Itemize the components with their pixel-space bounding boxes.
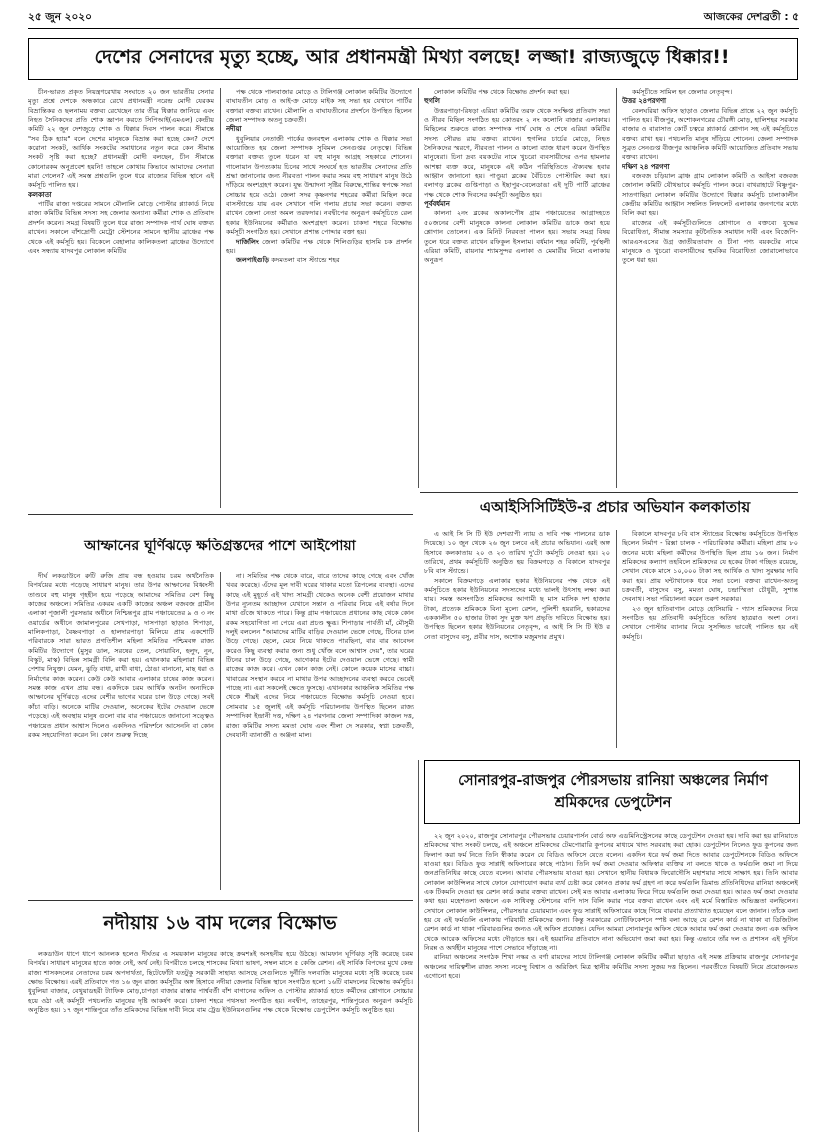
paragraph: ২২ জুন ২০২০, রাজপুর সোনারপুর পৌরসভার চেয়ারপার্সন বোর্ড অফ এডমিনিস্ট্রেসনের কাছে ডেপুটেশন দেওয়া হয়। দাবি করা হয় রানিয়াতে শ্রমিকদের খাদ্য সংকট চলছে, এই অঞ্চলে শ্রমিকদের টেমপোরারি কুপনের মাধ্যমে খাদ্য সরবরাহ করা হোক। ডেপুটেশন নিলেও ফুড কুপনের জন্য ফিলাপ করা ফর্ম নিতে তিনি স্বীকার করেন যে বিডিও অফিসে যেতে বলেন। একদিন ধরে ফর্ম জমা দিতে আবার ডেপুটেশনকে বিডিও অফিসে যাওয়া হয়। বিডিও ফুড সাপ্লাই অফিসারের কাছে পাঠান। তিনি ফর্ম জমা দেওয়ার অফিস্বার ব্যক্তির না বলতে থাকে ও ফর্মগুলি জমা না দিয়ে জনপ্রতিনিধির কাছে যেতে বলেন। আবার পৌরসভায় যাওয়া হয়। সেখানে স্থানীয় বিধায়ক ফিরোদৌসি মহাশয়ার সাথে সাক্ষাৎ হয়। তিনি আবার লোকাল কাউন্সিলর সাথে ফোনে যোগাযোগ করার ব্যর্থ চেষ্টা করে কোনও প্রকার ফর্ম গ্রহণ না করে ফর্মগুলি ডিমান্ড প্রতিনিধিদের রানিয়া অঞ্চলেই এক টিকমনি দেওয়া হয় রেশন কার্ড করার বক্তব্য রাখেন। সেই মত আবার এলাকায় ফিরে গিয়ে ফর্মগুলি জমা দেওয়া হয়। আরও ফর্ম জমা দেওয়ার কথা হয়। মহেশতলা অঞ্চলে এক সাধিবন্ধু স্টেশনের বাপি দাস বিলি করার পরে বক্তব্য রাখেন এবং এই মর্মে বিস্তারিত অভিজ্ঞতা বলছিলেন। সেখানে লোকাল কাউন্সিলর, পৌরসভার চেয়ারম্যান এবং ফুড সাপ্লাই অফিসারের কাছে গিয়ে বারবার প্রত্যাখ্যাত হয়েছেন বলে জানান। তাঁকে বলা হয় যে এই ফর্মগুলি এলাকায় পরিযায়ী শ্রমিকদের জন্য। কিন্তু সরকারের নোটিফিকেশনে স্পষ্ট বলা আছে যে রেশন কার্ড না থাকা বা ডিজিটাল রেশন কার্ড না থাকা পরিবারগুলির জন্যও এই অফিস প্রযোজ্য। যেদিন আমরা সোনারপুর অফিস থেকে আবার ফর্ম জমা দেওয়ার জন্য এক অফিস থেকে আরেক অফিসের মধ্যে দৌড়াতে হয়। এই হয়রানির প্রতিবাদে নানা অভিযোগ জমা করা হয়। কিন্তু এভাবে তাঁর দল ও প্রশাসন এই দুর্দিনে নিরন্ন ও অর্থহীন মানুষের পাশে সেভাবে দাঁড়াচ্ছে না।	[424, 832, 798, 953]
paragraph: সকালে বিক্রমগড়ে এলাকার হকার ইউনিয়নের পক্ষ থেকে এই কর্মসূচিতে হকার ইউনিয়নের সদস্যদের মধ্যে ভালই উৎসাহ লক্ষ্য করা যায়। সমস্ত অসংগঠিত শ্রমিকদের আগামী ছ মাস মাসিক দশ হাজার টাকা, প্রত্যেক শ্রমিককে বিনা মূল্যে রেশন, পুলিশী হয়রানি, হকারদের এককালীন ৫০ হাজার টাকা সুদ মুক্ত ঋণ প্রভৃতি দাবিতে বিক্ষোভ হয়। উপস্থিত ছিলেন হকার ইউনিয়নের নেতৃবৃন্দ, এ আই সি সি টি ইউ র নেতা বাসুদেব বসু, প্রবীর দাস, অশোক মজুমদার প্রমুখ।	[424, 576, 610, 641]
paragraph: লোকাল কমিটির পক্ষ থেকে বিক্ষোভ প্রদর্শন করা হয়।	[434, 88, 570, 96]
paragraph: পার্টির রাজ্য দপ্তরের সামনে মৌলালি মোড়ে পোস্টার প্ল্যাকার্ড নিয়ে রাজ্য কমিটির বিভিন্ন সদস্য সহ জেলার অন্যান্য কর্মীরা শোক ও প্রতিবাদ প্রদর্শন করেন। সমগ্র বিষয়টি তুলে ধরে রাজ্য সম্পাদক পার্থ ঘোষ বক্তব্য রাখেন। সকালে বাঁশদ্রোণী মেট্রো স্টেশনের সামনে স্থানীয় ব্রাঞ্চের পক্ষ থেকে এই কর্মসূচি হয়। বিকেলে বেহালার কালিকতলা ব্রাঞ্চের উদ্যোগে এবং সন্ধ্যায় যাদবপুর লোকাল কমিটির	[28, 200, 214, 255]
main-article-col-4	[622, 88, 798, 488]
section-divider	[420, 492, 798, 493]
aicctu-headline: এআইসিসিটিইউ-র প্রচার অভিযান কলকাতায়	[479, 498, 751, 516]
main-article-col-2	[226, 88, 412, 508]
section-subhead: কলকাতা	[28, 190, 52, 199]
column-divider	[616, 530, 617, 748]
section-subhead: হুগলি	[424, 97, 440, 106]
column-divider	[220, 88, 221, 508]
column-divider	[418, 760, 419, 1132]
sonarpur-body	[424, 832, 798, 1132]
paragraph-text: কদমতলা বাস স্ট্যান্ডে শহর	[271, 256, 340, 265]
amphan-headline: আম্ফানের ঘূর্ণিঝড়ে ক্ষতিগ্রস্তদের পাশে আইপোয়া	[84, 538, 356, 554]
page-header	[28, 8, 799, 29]
aicctu-col-2	[622, 530, 798, 748]
paragraph: রানিয়া অঞ্চলের সংগঠক শিখা নস্কর ও বর্ণা রায়দের সাথে টালিগঞ্জ লোকাল কমিটির কর্মীরা ছাড়াও এই সমস্ত প্রক্রিয়ায় রাজপুর সোনারপুর অঞ্চলের দায়িত্বশীল রাজ্য সদস্য নবেন্দু বিশ্বাস ও অরিজিৎ মিত্র স্থানীয় কমিটির সদস্য সুজয় দত্ত ছিলেন। পরবর্তীতে বিষয়টি নিয়ে প্রয়োজনমত এগোনো হবে।	[424, 953, 798, 981]
paragraph: দীর্ঘ লকডাউনে রুটি রুজি প্রায় বন্ধ হওয়ায় চরম অর্থনৈতিক বিপর্যয়ের মধ্যে পড়েছে সাধারণ মানুষ। তার উপর আম্ফানের বিধ্বংসী তাণ্ডবে বহু মানুষ গৃহহীন হয়ে পড়েছে আমাদের সমিতির বেশ কিছু কাজের অঞ্চলে। সমিতির একরম একটি কাজের অঞ্চল বজবজ গ্রামীন এলাকা পূজালী পুরসভার অধীনে নিশ্চিন্তপুর গ্রাম পঞ্চায়েতের ৯ ও ৩ নং ওয়ার্ডের অধীনে জামালপুরের সেখপাড়া, দাসপাড়া ছাড়াও শিপাড়া, মালিকপাড়া, বৈষ্ণবপাড়া ও হালদারপাড়া মিলিয়ে প্রায় একশোটি পরিবারকে সারা ভারত প্রগতিশীল মহিলা সমিতির পশ্চিমবঙ্গ রাজ্য কমিটির উদ্যোগে (মুসুর ডাল, সরষের তেল, সোয়াবিন, হলুদ, নুন, বিস্কুট, মাস্ক) বিভিন্ন সামগ্রী বিলি করা হয়। এখানকার মহিলারা বিভিন্ন পেশায় নিযুক্ত। যেমন, ঝুড়ি বাধা, রাখী বাধা, ঠোঙা বানানো, মাছ ধরা ও নির্মাণের কাজ করেন। কেউ কেউ আবার এলাকার চাষের কাজ করেন। সমস্ত কাজ এখন প্রায় বন্ধ। একদিকে চরম আর্থিক অনটন অন্যদিকে আম্ফানের ঘূর্ণিঝড়ে এদের বেশীর ভাগের ঘরের চাল উড়ে গেছে। সবই কাঁচা বাড়ি। অনেকে মাটির দেওয়াল, অনেকের ইটের দেওয়াল ভেঙ্গে পড়েছে। এই অবস্থায় মানুষ গুলো বার বার পঞ্চায়েতে জানানো সত্ত্বেও পঞ্চায়েত প্রধান আশ্বাস দিলেও একদিনও পরিদর্শনে আসেননি বা কোন রকম সহযোগিতা করেন নি। কোন শুরুত্ব দিচ্ছে	[28, 572, 214, 739]
paragraph: চীন-ভারত প্রকৃত নিয়ন্ত্রণরেখায় সংঘাতে ২০ জন ভারতীয় সেনার মৃত্যু প্রশ্নে দেশকে অন্ধকারে রেখে প্রধানমন্ত্রী নরেন্দ্র মোদী যেরকম বিভ্রান্তিকর ও ছলনাময় বক্তব্য রেখেছেন তার তীব্র ধিক্কার জানিয়ে এবং নিহত সৈনিকদের প্রতি শোক জ্ঞাপন করতে সিপিআই(এমএল) কেন্দ্রীয় কমিটি ২২ জুন দেশজুড়ে শোক ও ধিক্কার দিবস পালন করে। সীমান্তে "সব ঠিক হ্যায়" বলে দেশের মানুষকে বিভ্রান্ত করা হচ্ছে কেন? দেশে করোনা সংকট, আর্থিক সংকটের সমাধানের নতুন করে কেন সীমান্ত সংকট সৃষ্টি করা হচ্ছে? প্রধানমন্ত্রী মোদী বলছেন, চীন সীমান্তে কোনোরকম অনুপ্রবেশ হয়নি! তাহলে কোথায় কিভাবে আমাদের সেনারা মারা গেলেন? এই সমস্ত প্রশ্নগুলি তুলে ধরে রাজ্যের বিভিন্ন স্থানে এই কর্মসূচি পালিত হয়।	[28, 88, 214, 190]
section-subhead: দক্ষিণ ২৪ পরগণা	[622, 162, 670, 171]
nadia-body	[28, 950, 413, 1132]
main-article-col-3	[424, 88, 610, 488]
paragraph-text: জেলা কমিটির পক্ষ থেকে শিলিগুড়ির হাসমি চক প্রদর্শন হয়।	[226, 237, 412, 255]
amphan-col-1	[28, 572, 214, 890]
paragraph: না। সমিতির পক্ষ থেকে বারে, বারে তাদের কাছে গেছে এবং খোঁজ খবর করেছে। এঁদের মূল দাবী ঘরের থাকার মতো ত্রিপলের ব্যবস্থা। এদের কাছে এই মুহূর্তে এই খাদ্য সামগ্রী থেকেও অনেক বেশী প্রয়োজন মাথার উপর ন্যুনতম আচ্ছাদন যেখানে সন্তান ও পরিবার নিয়ে এই বর্ষার দিনে মাথা গুঁজে থাকতে পারে। কিন্তু গ্রাম পঞ্চায়েতে প্রধানের কাছ থেকে কোন রকম সহযোগিতা না পেয়ে এরা প্রচণ্ড ক্ষুব্ধ। শিপাড়ার পার্বতী মাঁ, মৌসুমী দলুই বললেন "আমাদের মাটির বাড়ির দেওয়াল ভেঙ্গে গেছে, টিনের চাল উড়ে গেছে। ছেলে, মেয়ে নিয়ে থাকতে পারছিনা, বার বার আবেদন করেও কিছু ব্যবস্থা করার জন্য শুধু খোঁজ বলে আশ্বাস দেয়", তার ঘরের টিনের চাল উড়ে গেছে, আগেকার ইটের দেওয়াল ভেঙ্গে গেছে। স্বামী রাজের কাজ করে। এখন কোন কাজ নেই। কোলে কয়েক মাসের বাচ্চা। খাবারের সংস্থান করবে না মাথার উপর আচ্ছাদনের ব্যবস্থা করবে ভেবেই পাচ্ছে না। এরা সকলেই ক্ষেতে ফুসছে। এখানকার আঞ্চলিক সমিতির পক্ষ থেকে শীঘ্রই এদের নিয়ে পঞ্চায়েতে বিক্ষোভ কর্মসূচি নেওয়া হবে। সোমবার ১৫ জুলাই এই কর্মসূচি পরিচালনায় উপস্থিত ছিলেন রাজ্য সম্পাদিকা ইন্দ্রানী দত্ত, দক্ষিণ ২৪ পরগনার জেলা সম্পাদিকা কাজল দত্ত, রাজ্য কমিটির সদস্য মমতা ঘোষ এবং শীলা দে সরকার, স্বপ্না চক্রবর্তী, দেবযানী ব্যানার্জী ও অঞ্জনা মাল।	[226, 572, 414, 739]
paragraph	[226, 256, 412, 265]
paragraph: লকডাউন ধাপে ধাপে আনলক হলেও দীর্ঘতর এ সময়কাল মানুষের কাছে ক্রমশঃই অসহনীয় হয়ে উঠছে। আমফান ঘূর্ণিঝড় সৃষ্টি করেছে চরম বিপর্যয়। সাধারণ মানুষের হাতে কাজ নেই, অর্থ নেই। বিপরীতে চলছে শাসকের মিথ্যা ভাষণ, সম্বল মাসে ৫ কেজি রেশন। এই সার্বিক বিপদের মুখে কেন্দ্র রাজ্য শাসকদলের নেতাদের চরম অপদার্থতা, ছিটেফোঁটা যতটুকু সরকারী সাহায্য আসছে সেগুলিতে দুর্নীতি দলবাজি মানুষের মধ্যে সৃষ্টি করেছে চরম ক্ষোভ বিক্ষোভ। এরই প্রতিবাদে গত ১৬ জুন রাজ্য কর্মসূচীর অঙ্গ হিসাবে নদীয়া জেলার বিভিন্ন স্থানে সংগঠিত হলো ১৬টি বামদলের বিক্ষোভ কর্মসূচি। ধুবুলিয়া বাজার, বেথুয়াডহরী ট্যাফিক মোড়,চাপড়া বাজার রাস্তার পার্শ্ববর্তী বাঁশ বাগানের অফিস ও পোস্টার প্ল্যাকার্ড হাতে কর্মীদের শ্লোগানে সোচ্চার হয়ে ওঠা এই কর্মসূচী পথচলতি মানুষের দৃষ্টি আকর্ষণ করে। চাকদা শহরে পথসভা সংগঠিত হয়। নবদ্বীপ, তাহেরপুর, শান্তিপুরেও অনুরূপ কর্মসূচি অনুষ্ঠিত হয়। ১৭ জুন শান্তিপুরে তাঁত শ্রমিকদের বিভিন্ন দাবী নিয়ে বাম ট্রেড ইউনিয়নগুলির পক্ষ থেকে বিক্ষোভ ডেপুটেশন কর্মসূচি অনুষ্ঠিত হয়।	[28, 950, 413, 1015]
section-subhead: নদীয়া	[226, 125, 242, 134]
section-divider	[28, 514, 413, 515]
main-article-col-1	[28, 88, 214, 508]
page-info: আজকের দেশব্রতী : ৫	[703, 11, 799, 23]
paragraph: বেলঘরিয়া অফিস ছাড়াও জেলার বিভিন্ন প্রান্তে ২২ জুন কর্মসূচি পালিত হয়। বীজপুর, অশোকনগরের চৌরঙ্গী মোড়, হালিশহর সরকার বাজার ও বারাসাত কোর্ট চত্বরে প্ল্যাকার্ড শ্লোগান সহ এই কর্মসূচিতে বক্তব্য রাখা হয়। পথচলতি মানুষ দাঁড়িয়ে শোনেন। জেলা সম্পাদক সুব্রত সেনগুপ্ত বীজপুর আঞ্চলিক কমিটি আয়োজিত প্রতিবাদ সভায় বক্তব্য রাখেন।	[622, 106, 798, 162]
paragraph: উত্তরপাড়া-রিষড়া এরিয়া কমিটির তরফ থেকে সংক্ষিপ্ত প্রতিবাদ সভা ও নীরব মিছিল সংগঠিত হয় কোতরং ২ নং কলোনি বাজার এলাকায়। মিছিলের শুরুতে রাজ্য সম্পাদক পার্থ ঘোষ ও শেষে এরিয়া কমিটির সদস্য সৌরভ রায় বক্তব্য রাখেন। হুগলির চার্চের মোড়ে, নিহত সৈনিকদের স্মরণে, নীরবতা পালন ও কালো ব্যাজ ধারণ করেন উপস্থিত মানুষেরা। চিনা দ্রব্য বয়কটের নামে খুচরো ব্যবসায়ীদের ওপর হামলার আশঙ্কা ব্যক্ত করে, মানুষকে এই কঠিন পরিস্থিতিতে ঐক্যবদ্ধ হবার আহ্বান জানানো হয়। পাণ্ডুয়া ব্লকের বৈঁচিতে পোস্টারিং করা হয়। বলাগড় ব্লকের গুপ্তিপাড়া ও ইছাপুর-বেলেডাঙা এই দুটি পার্টি ব্রাঞ্চের পক্ষ থেকে শোক দিবসের কর্মসূচী অনুষ্ঠিত হয়।	[424, 106, 610, 199]
paragraph: কালনা ২নং ব্লকের অকালপৌষ গ্রাম পঞ্চায়েতের আগ্রাদহতে ৫০জনের বেশী মানুষকে কালনা লোকাল কমিটির ডাকে জমা হয়ে শ্লোগান তোলেন। এক মিনিট নিরবতা পালন হয়। সভায় সমগ্র বিষয় তুলে ধরে বক্তব্য রাখেন রফিকুল ইসলাম। বর্ধমান শহর কমিটি, পূর্বস্থলী এরিয়া কমিটি, রায়নার শ্যামসুন্দর এলাকা ও মেমারীর নিমো এলাকায় অনুরূপ	[424, 209, 610, 265]
section-divider	[28, 900, 413, 901]
paragraph: কর্মসূচীতে সামিল হন জেলার নেতৃবৃন্দ।	[632, 88, 733, 96]
paragraph: ধুবুলিয়ার নেতাজী পার্কের জনবহুল এলাকায় শোক ও ধিক্কার সভা আয়োজিত হয় জেলা সম্পাদক সুবিমল সেনগুপ্তর নেতৃত্বে। বিভিন্ন বক্তারা বক্তব্য তুলে ধরেন যা বহু মানুষ আগ্রহ সহকারে শোনেন। গালোয়ান উপত্যকায় চিনের সাথে সংঘর্ষে হত ভারতীয় সেনাদের প্রতি শ্রদ্ধা জানানোর জন্য নীরবতা পালন করার সময় বহু সাধারণ মানুষ উঠে দাঁড়িয়ে অংশগ্রহণ করেন। যুদ্ধ উন্মাদনা সৃষ্টির বিরুদ্ধে,শান্তির স্বপক্ষে সভা সোচ্চার হয়ে ওঠে। জেলা সদর কৃষ্ণনগর শহরের কর্মীরা মিছিল করে বাসস্ট্যান্ডে যায় এবং সেখানে গলি গলায় প্রচার সভা করেন। বক্তব্য রাখেন জেলা নেতা অমল তরফদার। নবদ্বীপের অনুরূপ কর্মসূচিতে রেল হকার ইউনিয়নের কর্মীরাও অংশগ্রহণ করেন। চাকদা শহরে বিক্ষোভ কর্মসূচী সংগঠিত হয়। সেখানে প্রশান্ত পোদ্দার বক্তা হয়।	[226, 134, 412, 237]
section-subhead: উত্তর ২৪পরগণা	[622, 97, 666, 106]
paragraph: বিকালে যাদবপুর ৮বি বাস স্ট্যান্ডের বিক্ষোভ কর্মসূচিতে উপস্থিত ছিলেন নির্মাণ - রিক্সা চালক - পরিচারিকার কর্মীরা। মহিলা প্রায় ৮০ জনের মধ্যে মহিলা কর্মীদের উপস্থিতি ছিল প্রায় ১৬ জন। নির্মাণ শ্রমিকদের কল্যাণ তহবিলে শ্রমিকদের যে হকের টাকা গচ্ছিত রয়েছে, সেখান থেকে মাসে ১০,০০০ টাকা সহ আর্থিক ও খাদ্য সুরক্ষার দাবি করা হয়। প্রায় ঘন্টাখানেক ধরে সভা চলে। বক্তব্য রাখেন-অতনু চক্রবর্তী, বাসুদেব বসু, মমতা ঘোষ, চন্দ্রাস্মিতা চৌধুরী, সুশান্ত দেবনাথ। সভা পরিচালনা করেন তরুণ সরকার।	[622, 530, 798, 604]
sonarpur-headline: সোনারপুর-রাজপুর পৌরসভায় রানিয়া অঞ্চলের নির্মাণ শ্রমিকদের ডেপুটেশন	[458, 773, 768, 811]
main-headline: দেশের সেনাদের মৃত্যু হচ্ছে, আর প্রধানমন্ত্রী মিথ্যা বলছে! লজ্জা! রাজ্যজুড়ে ধিক্কার!!	[94, 46, 730, 68]
paragraph	[226, 238, 412, 257]
paragraph: ২৩ জুন হাতিবাগান মোড়ে হোসিয়ারি - গ্যাস শ্রমিকদের নিয়ে সংগঠিত হয় প্রতিবাদী কর্মসূচিতে অতিথ ছাত্ররাও অংশ নেন। সেখানে পোস্টার ব্যানার নিয়ে সুসজ্জিত ভাবেই পালিত হয় এই কর্মসূচি।	[622, 604, 798, 641]
paragraph: রাজ্যের এই কর্মসূচীগুলিতে শ্লোগানে ও বক্তব্যে যুদ্ধের বিরোধিতা, সীমান্ত সমস্যার কূটনৈতিক সমাধান দাবী এবং বিজেপি-আরএসএসের উগ্র জাতীয়তাবাদ ও চীনা পণ্য বয়কটের নামে মানুষকে ও খুচরো ব্যবসায়ীদের হুমকির বিরোধিতা জোরালোভাবে তুলে ধরা হয়।	[622, 218, 798, 265]
column-divider	[418, 88, 419, 488]
aicctu-col-1	[424, 530, 610, 748]
section-subhead: পূর্ববর্ধমান	[424, 200, 450, 209]
issue-date: ২৫ জুন ২০২০	[28, 11, 92, 23]
amphan-col-2	[226, 572, 414, 890]
section-subhead: জলপাইগুড়ি	[236, 256, 270, 265]
section-subhead: দার্জিলিং	[236, 237, 259, 246]
column-divider	[616, 88, 617, 488]
column-divider	[220, 572, 221, 890]
paragraph: পক্ষ থেকে পালবাজার মোড়ে ও টালিগঞ্জ লোকাল কমিটির উদ্যোগে বাঘাযতীন মোড় ও আই-ক্র মোড়ে মাইক সহ সভা হয় যেখানে পার্টির বক্তারা বক্তব্য রাখেন। মৌলালি ও বাঘাযতীনের প্রদর্শনে উপস্থিত ছিলেন জেলা সম্পাদক অতনু চক্রবর্তী।	[226, 88, 412, 125]
nadia-headline: নদীয়ায় ১৬ বাম দলের বিক্ষোভ	[103, 912, 337, 934]
paragraph: এ আই সি সি টি ইউ দেশব্যাপী ন্যায় ও দাবি পক্ষ পালনের ডাক দিয়েছে। ১০ জুন থেকে ২৬ জুন চলবে এই প্রচার অভিযান। এরই অঙ্গ হিসাবে কলকাতায় ২০ ও ২৩ তারিখ দু'টো কর্মসূচি নেওয়া হয়। ২০ তারিখে, প্রথম কর্মসূচিটি অনুষ্ঠিত হয় বিক্রমগড়ে ও বিকালে যাদবপুর ৮বি বাস স্ট্যান্ডে।	[424, 530, 610, 576]
paragraph: বজবজ চড়িয়াল ব্রাঞ্চ গ্রাম লোকাল কমিটি ও আইসা বজবজ জোনাল কমিটি যৌথভাবে কর্মসূচি পালন করে। বাখরাহাটে বিষ্ণুপুর-সাতগাছিয়া লোকাল কমিটির উদ্যোগে ধিক্কার কর্মসূচি চালাকালীন কেন্দ্রীয় কমিটির আহ্বান সম্বলিত লিফলেট এলাকার জনগণের মধ্যে বিলি করা হয়।	[622, 172, 798, 218]
